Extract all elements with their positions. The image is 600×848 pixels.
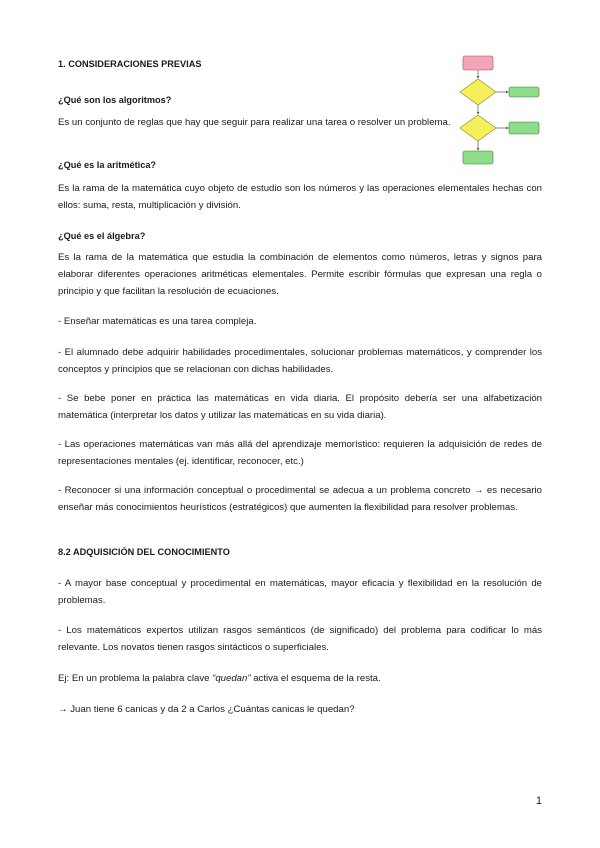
page-number: 1 bbox=[535, 795, 542, 807]
question-arithmetic: ¿Qué es la aritmética? bbox=[58, 160, 157, 170]
flowchart-action-box-1 bbox=[509, 87, 539, 97]
paragraph-mental-representations: - Las operaciones matemáticas van más allá del aprendizaje memorístico: requieren la adquisición de redes de representaciones mentales (ej. identificar, reconocer, etc.) bbox=[58, 439, 542, 467]
paragraph-expert-novice: - Los matemáticos expertos utilizan rasgos semánticos (de significado) del problema para codificar lo más relevante. Los novatos tienen rasgos sintácticos o superficiales. bbox=[58, 625, 542, 653]
flowchart-start-box bbox=[463, 56, 493, 70]
flowchart-decision-1 bbox=[460, 79, 496, 105]
paragraph-teaching-complex: - Enseñar matemáticas es una tarea compleja. bbox=[58, 316, 257, 327]
answer-arithmetic: Es la rama de la matemática cuyo objeto de estudio son los números y las operaciones elementales hechas con ellos: suma, resta, multiplicación y división. bbox=[58, 183, 542, 211]
question-algebra: ¿Qué es el álgebra? bbox=[58, 231, 146, 241]
paragraph-heuristic-knowledge: - Reconocer si una información conceptual o procedimental se adecua a un problema concreto → es necesario enseñar más conocimientos heurísticos (estratégicos) que aumenten la flexibilidad para resolver problemas. bbox=[58, 485, 542, 513]
question-algorithms: ¿Qué son los algoritmos? bbox=[58, 95, 172, 105]
section-heading-considerations: 1. CONSIDERACIONES PREVIAS bbox=[58, 59, 202, 69]
flowchart-action-box-2 bbox=[509, 122, 539, 134]
flowchart-decision-2 bbox=[460, 115, 496, 141]
answer-algebra: Es la rama de la matemática que estudia la combinación de elementos como números, letras y signos para elaborar diferentes operaciones aritméticas elementales. Permite escribir fórmulas que expresan una regla o principio y que facilitan la resolución de ecuaciones. bbox=[58, 252, 542, 297]
algorithm-flowchart-image bbox=[452, 54, 544, 166]
example-keyword: “quedan” bbox=[212, 673, 251, 684]
answer-algorithms: Es un conjunto de reglas que hay que seguir para realizar una tarea o resolver un problema. bbox=[58, 117, 451, 128]
section-heading-knowledge-acquisition: 8.2 ADQUISICIÓN DEL CONOCIMIENTO bbox=[58, 547, 230, 557]
example-suffix: activa el esquema de la resta. bbox=[250, 673, 381, 684]
paragraph-example-problem: → Juan tiene 6 canicas y da 2 a Carlos ¿Cuántas canicas le quedan? bbox=[58, 704, 355, 715]
paragraph-daily-life: - Se bebe poner en práctica las matemáticas en vida diaria. El propósito debería ser una alfabetización matemática (interpretar los datos y utilizar las matemáticas en su vida diaria). bbox=[58, 393, 542, 421]
paragraph-conceptual-base: - A mayor base conceptual y procedimental en matemáticas, mayor eficacia y flexibilidad en la resolución de problemas. bbox=[58, 578, 542, 606]
example-prefix: Ej: En un problema la palabra clave bbox=[58, 673, 213, 684]
paragraph-procedural-skills: - El alumnado debe adquirir habilidades procedimentales, solucionar problemas matemáticos, y comprender los conceptos y principios que se relacionan con dichas habilidades. bbox=[58, 347, 542, 375]
flowchart-end-box bbox=[463, 151, 493, 164]
paragraph-example bbox=[58, 670, 542, 687]
